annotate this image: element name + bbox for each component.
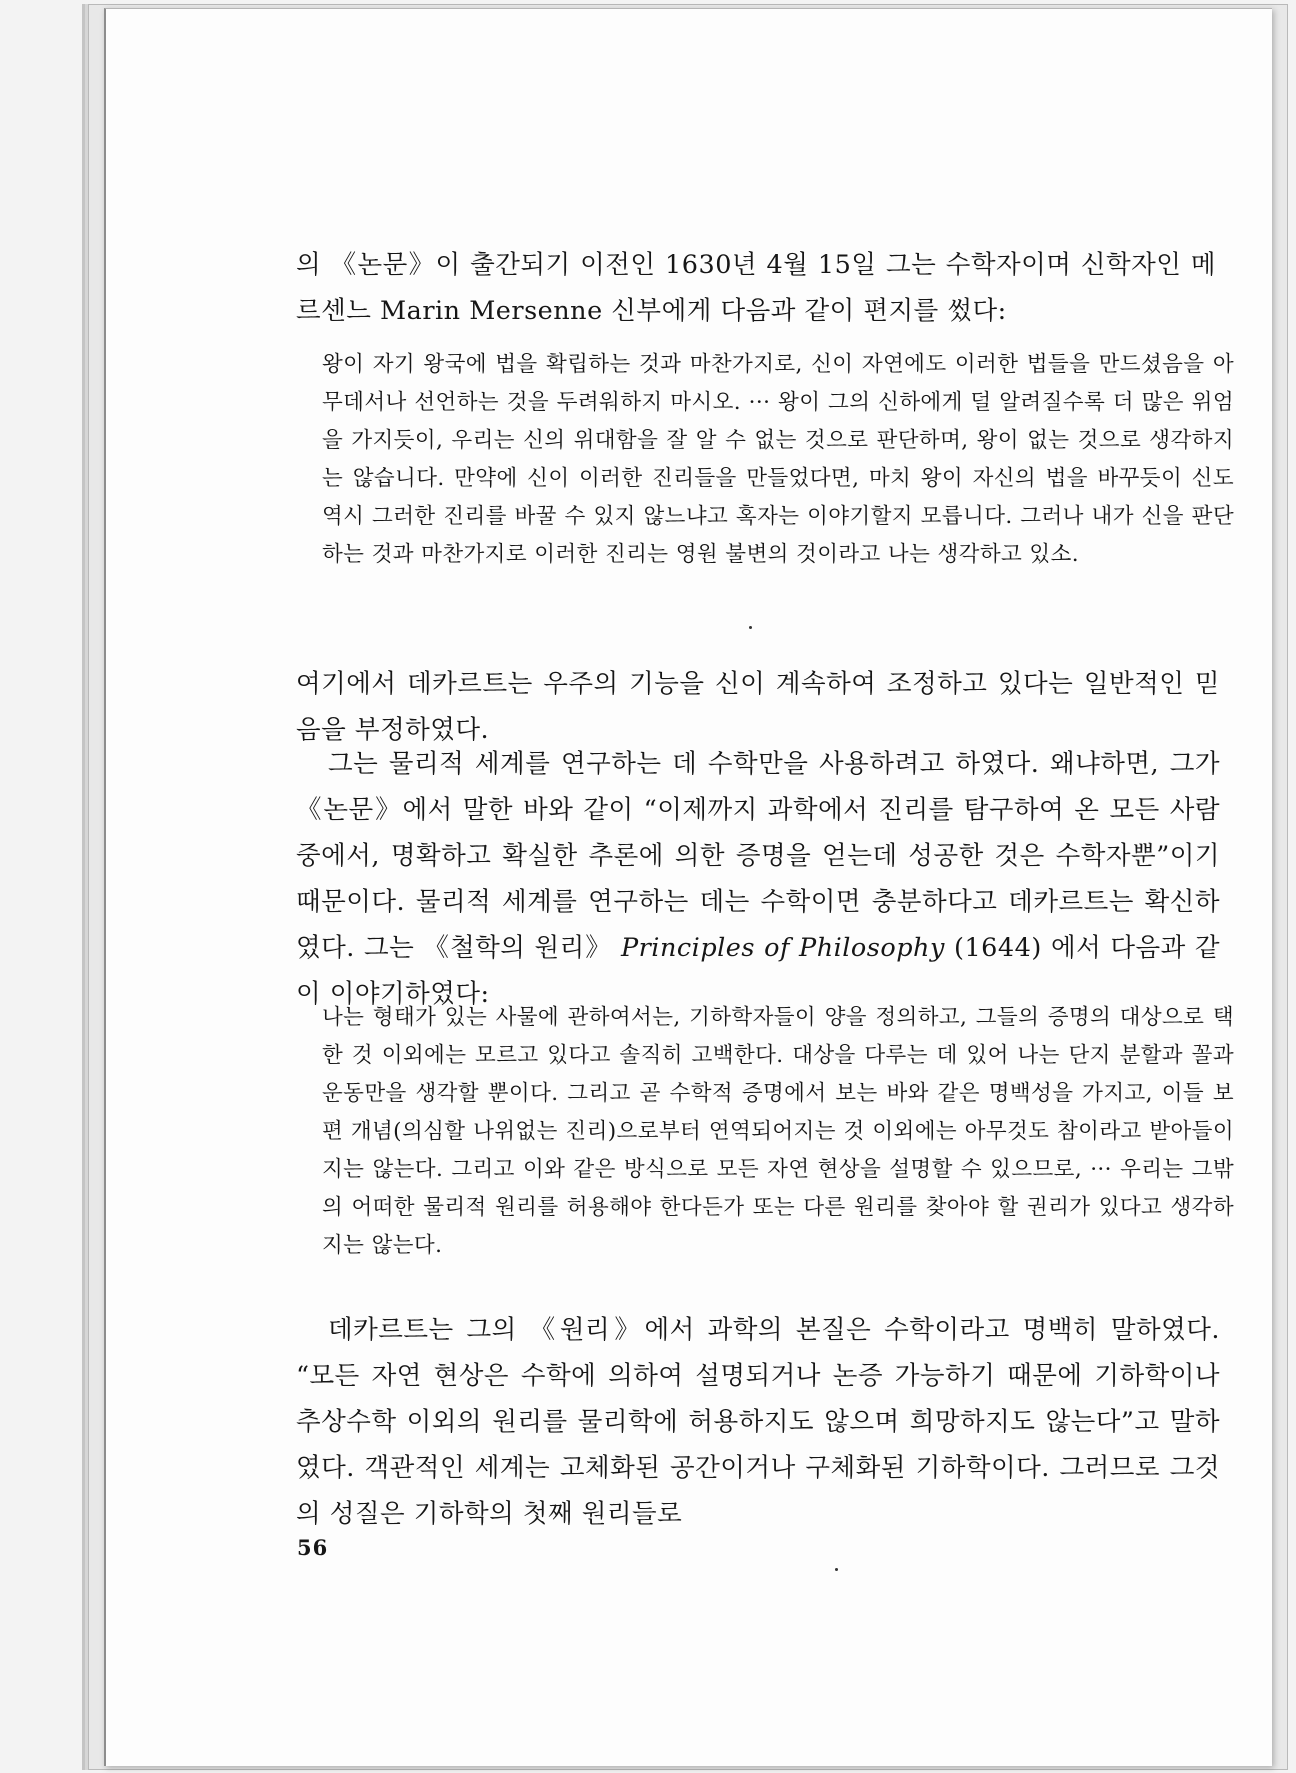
page-number: 56 — [297, 1535, 329, 1560]
paragraph-3-text: 그는 물리적 세계를 연구하는 데 수학만을 사용하려고 하였다. 왜냐하면, 그가 《논문》에서 말한 바와 같이 “이제까지 과학에서 진리를 탐구하여 온 모든 사람 중에서, 명확하고 확실한 추론에 의한 증명을 얻는데 성공한 것은 수학자뿐”이기 때문이다. 물리적 세계를 연구하는 데는 수학이면 충분하다고 데카르트는 확신하였다. 그는 《철학의 원리》 — [296, 749, 1220, 963]
paragraph-4: 데카르트는 그의 《원리》에서 과학의 본질은 수학이라고 명백히 말하였다. “모든 자연 현상은 수학에 의하여 설명되거나 논증 가능하기 때문에 기하학이나 추상수학 이외의 원리를 물리학에 허용하지도 않으며 희망하지도 않는다”고 말하였다. 객관적인 세계는 고체화된 공간이거나 구체화된 기하학이다. 그러므로 그것의 성질은 기하학의 첫째 원리들로 — [296, 1315, 1220, 1529]
print-speck — [749, 626, 752, 629]
paragraph-1: 의 《논문》이 출간되기 이전인 1630년 4월 15일 그는 수학자이며 신학자인 메르센느 Marin Mersenne 신부에게 다음과 같이 편지를 썼다: — [296, 250, 1216, 326]
paragraph-3-tail: (1644) 에서 다음과 같이 이야기하였다: — [296, 933, 1221, 1009]
paragraph-2: 여기에서 데카르트는 우주의 기능을 신이 계속하여 조정하고 있다는 일반적인 믿음을 부정하였다. — [296, 669, 1220, 745]
block-quote-1: 왕이 자기 왕국에 법을 확립하는 것과 마찬가지로, 신이 자연에도 이러한 법들을 만드셨음을 아무데서나 선언하는 것을 두려워하지 마시오. ··· 왕이 그의 신하에게 덜 알려질수록 더 많은 위엄을 가지듯이, 우리는 신의 위대함을 잘 알 수 없는 것으로 판단하며, 왕이 없는 것으로 생각하지는 않습니다. 만약에 신이 이러한 진리들을 만들었다면, 마치 왕이 자신의 법을 바꾸듯이 신도 역시 그러한 진리를 바꿀 수 있지 않느냐고 혹자는 이야기할지 모릅니다. 그러나 내가 신을 판단하는 것과 마찬가지로 이러한 진리는 영원 불변의 것이라고 나는 생각하고 있소. — [322, 352, 1234, 567]
paragraph-3 — [296, 741, 1220, 1017]
block-quote-2: 나는 형태가 있는 사물에 관하여서는, 기하학자들이 양을 정의하고, 그들의 증명의 대상으로 택한 것 이외에는 모르고 있다고 솔직히 고백한다. 대상을 다루는 데 있어 나는 단지 분할과 꼴과 운동만을 생각할 뿐이다. 그리고 곧 수학적 증명에서 보는 바와 같은 명백성을 가지고, 이들 보편 개념(의심할 나위없는 진리)으로부터 연역되어지는 것 이외에는 아무것도 참이라고 받아들이지는 않는다. 그리고 이와 같은 방식으로 모든 자연 현상을 설명할 수 있으므로, ··· 우리는 그밖의 어떠한 물리적 원리를 허용해야 한다든가 또는 다른 원리를 찾아야 할 권리가 있다고 생각하지는 않는다. — [322, 1005, 1234, 1258]
print-speck — [835, 1568, 838, 1571]
book-title-italic: Principles of Philosophy — [620, 933, 945, 963]
book-page — [104, 8, 1272, 1766]
